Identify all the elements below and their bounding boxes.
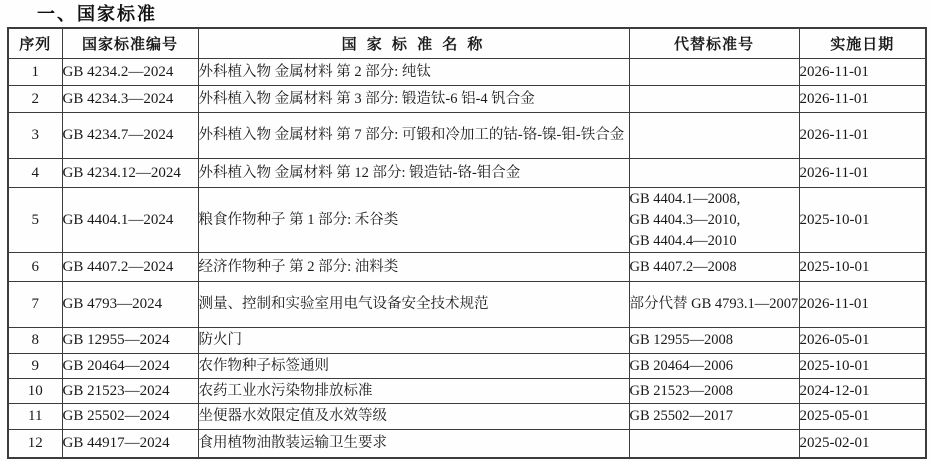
table-row (8, 354, 926, 379)
table-row (8, 159, 926, 188)
cell-code: GB 21523—2024 (62, 379, 198, 404)
cell-replaced (629, 113, 799, 159)
cell-code: GB 25502—2024 (62, 404, 198, 430)
table-row (8, 253, 926, 282)
cell-code: GB 4234.7—2024 (62, 113, 198, 159)
cell-date: 2026-11-01 (799, 59, 926, 86)
cell-date: 2026-11-01 (799, 282, 926, 328)
cell-date: 2025-10-01 (799, 354, 926, 379)
cell-code: GB 20464—2024 (62, 354, 198, 379)
cell-replaced (629, 59, 799, 86)
col-header-name: 国 家 标 准 名 称 (198, 28, 629, 59)
cell-replaced (629, 328, 799, 354)
cell-seq: 10 (8, 379, 62, 404)
cell-date: 2025-05-01 (799, 404, 926, 430)
cell-code: GB 12955—2024 (62, 328, 198, 354)
cell-seq: 1 (8, 59, 62, 86)
cell-name: 粮食作物种子 第 1 部分: 禾谷类 (198, 188, 629, 253)
cell-code: GB 44917—2024 (62, 430, 198, 458)
cell-code: GB 4234.12—2024 (62, 159, 198, 188)
cell-date: 2025-10-01 (799, 253, 926, 282)
cell-date: 2026-11-01 (799, 159, 926, 188)
table-row (8, 59, 926, 86)
table-row (8, 282, 926, 328)
col-header-replaced: 代替标准号 (629, 28, 799, 59)
cell-code: GB 4234.3—2024 (62, 86, 198, 113)
table-row (8, 328, 926, 354)
replaced-standard: GB 4404.3—2010, (629, 211, 741, 228)
cell-name: 农作物种子标签通则 (198, 354, 629, 379)
replaced-standard: GB 25502—2017 (629, 408, 734, 424)
standards-table (7, 27, 927, 459)
col-header-seq: 序列 (8, 28, 62, 59)
cell-name: 外科植入物 金属材料 第 2 部分: 纯钛 (198, 59, 629, 86)
replaced-standard: 部分代替 GB 4793.1—2007 (629, 296, 799, 312)
table-row (8, 86, 926, 113)
cell-name: 经济作物种子 第 2 部分: 油料类 (198, 253, 629, 282)
table-row (8, 188, 926, 253)
cell-code: GB 4404.1—2024 (62, 188, 198, 253)
cell-seq: 2 (8, 86, 62, 113)
cell-date: 2025-02-01 (799, 430, 926, 458)
replaced-standard: GB 4407.2—2008 (629, 258, 737, 275)
cell-seq: 5 (8, 188, 62, 253)
section-title: 一、国家标准 (37, 4, 157, 24)
cell-seq: 12 (8, 430, 62, 458)
cell-date: 2026-11-01 (799, 113, 926, 159)
cell-date: 2026-05-01 (799, 328, 926, 354)
cell-replaced (629, 430, 799, 458)
cell-name: 食用植物油散装运输卫生要求 (198, 430, 629, 458)
cell-name: 外科植入物 金属材料 第 7 部分: 可锻和冷加工的钴-铬-镍-钼-铁合金 (198, 113, 629, 159)
replaced-standard: GB 12955—2008 (629, 332, 734, 348)
cell-name: 农药工业水污染物排放标准 (198, 379, 629, 404)
table-row (8, 113, 926, 159)
cell-replaced (629, 354, 799, 379)
cell-name: 防火门 (198, 328, 629, 354)
cell-date: 2024-12-01 (799, 379, 926, 404)
cell-date: 2026-11-01 (799, 86, 926, 113)
replaced-standard: GB 20464—2006 (629, 357, 734, 374)
cell-name: 外科植入物 金属材料 第 3 部分: 锻造钛-6 铝-4 钒合金 (198, 86, 629, 113)
cell-name: 测量、控制和实验室用电气设备安全技术规范 (198, 282, 629, 328)
replaced-standard: GB 4404.1—2008, (629, 190, 741, 207)
cell-replaced (629, 188, 799, 253)
cell-seq: 6 (8, 253, 62, 282)
cell-replaced (629, 379, 799, 404)
cell-replaced (629, 159, 799, 188)
cell-replaced (629, 282, 799, 328)
cell-seq: 9 (8, 354, 62, 379)
cell-code: GB 4793—2024 (62, 282, 198, 328)
cell-seq: 11 (8, 404, 62, 430)
header-row (8, 28, 926, 59)
cell-seq: 7 (8, 282, 62, 328)
cell-date: 2025-10-01 (799, 188, 926, 253)
table-row (8, 404, 926, 430)
cell-replaced (629, 86, 799, 113)
table-row (8, 379, 926, 404)
cell-name: 外科植入物 金属材料 第 12 部分: 锻造钴-铬-钼合金 (198, 159, 629, 188)
cell-replaced (629, 404, 799, 430)
cell-name: 坐便器水效限定值及水效等级 (198, 404, 629, 430)
replaced-standard: GB 21523—2008 (629, 382, 734, 399)
table-row (8, 430, 926, 458)
col-header-date: 实施日期 (799, 28, 926, 59)
replaced-standard: GB 4404.4—2010 (629, 232, 737, 249)
col-header-code: 国家标准编号 (62, 28, 198, 59)
cell-replaced (629, 253, 799, 282)
cell-seq: 8 (8, 328, 62, 354)
cell-seq: 4 (8, 159, 62, 188)
cell-code: GB 4407.2—2024 (62, 253, 198, 282)
cell-seq: 3 (8, 113, 62, 159)
cell-code: GB 4234.2—2024 (62, 59, 198, 86)
